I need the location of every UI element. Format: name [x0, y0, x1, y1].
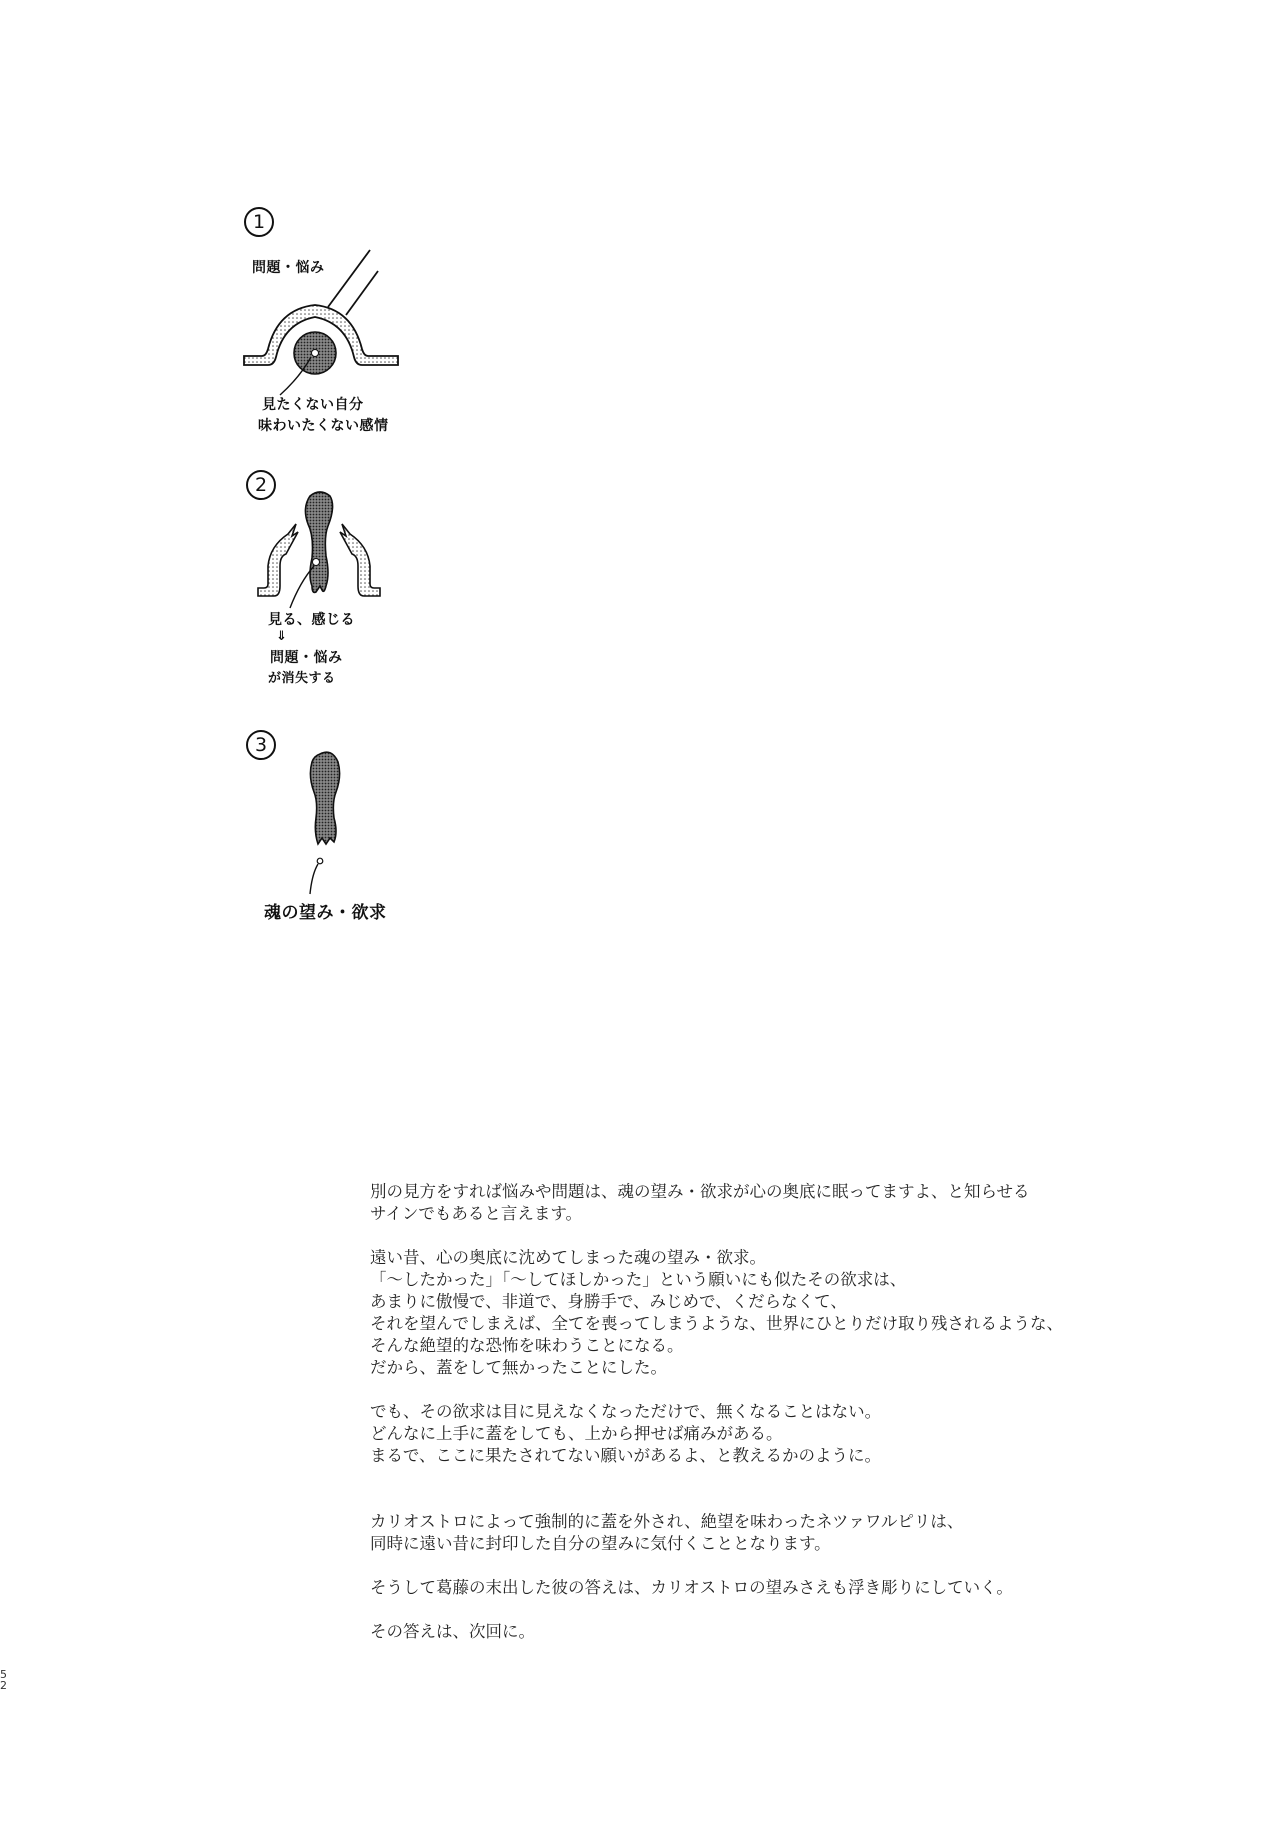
- lid-diagram-1: [240, 245, 410, 405]
- down-arrow-icon: ⇓: [276, 629, 288, 644]
- text-line: その答えは、次回に。: [370, 1622, 535, 1641]
- text-line: 「〜したかった」「〜してほしかった」という願いにも似たその欲求は、: [370, 1270, 907, 1289]
- text-line: まるで、ここに果たされてない願いがあるよ、と教えるかのように。: [370, 1446, 882, 1465]
- label-problem-worry-1: 問題・悩み: [252, 260, 325, 276]
- step-number-2: 2: [246, 470, 276, 500]
- text-line: サインでもあると言えます。: [370, 1204, 583, 1223]
- paragraph-1: [370, 1181, 1130, 1225]
- text-line: どんなに上手に蓋をしても、上から押せば痛みがある。: [370, 1424, 783, 1443]
- text-line: カリオストロによって強制的に蓋を外され、絶望を味わったネツァワルピリは、: [370, 1512, 964, 1531]
- lid-split-diagram-2: [240, 486, 410, 626]
- text-line: 別の見方をすれば悩みや問題は、魂の望み・欲求が心の奥底に眠ってますよ、と知らせる: [370, 1182, 1030, 1201]
- text-line: 遠い昔、心の奥底に沈めてしまった魂の望み・欲求。: [370, 1248, 766, 1267]
- label-soul-desire: 魂の望み・欲求: [264, 903, 387, 923]
- label-see-feel: 見る、感じる: [268, 612, 355, 628]
- paragraph-3: [370, 1401, 1130, 1467]
- paragraph-6: [370, 1621, 1130, 1643]
- paragraph-5: [370, 1577, 1130, 1599]
- diagram-step-2: [240, 466, 410, 696]
- label-unwanted-self: 見たくない自分: [262, 397, 364, 413]
- diagram-step-1: [240, 205, 410, 445]
- afterword-text: [370, 1181, 1130, 1665]
- label-disappears: が消失する: [268, 671, 336, 686]
- text-line: あまりに傲慢で、非道で、身勝手で、みじめで、くだらなくて、: [370, 1292, 847, 1311]
- text-line: 同時に遠い昔に封印した自分の望みに気付くこととなります。: [370, 1534, 831, 1553]
- label-unwanted-feelings: 味わいたくない感情: [258, 418, 389, 434]
- text-line: そんな絶望的な恐怖を味わうことになる。: [370, 1336, 684, 1355]
- step-number-3: 3: [246, 730, 276, 760]
- text-line: でも、その欲求は目に見えなくなっただけで、無くなることはない。: [370, 1402, 882, 1421]
- step-number-1: 1: [244, 207, 274, 237]
- text-line: それを望んでしまえば、全てを喪ってしまうような、世界にひとりだけ取り残されるような、: [370, 1314, 1063, 1333]
- freed-core-diagram-3: [240, 746, 410, 896]
- text-line: そうして葛藤の末出した彼の答えは、カリオストロの望みさえも浮き彫りにしていく。: [370, 1578, 1013, 1597]
- diagram-step-3: [240, 726, 420, 926]
- label-problem-worry-2: 問題・悩み: [270, 650, 343, 666]
- page-number: 52: [0, 1668, 7, 1692]
- paragraph-4: [370, 1511, 1130, 1555]
- text-line: だから、蓋をして無かったことにした。: [370, 1358, 667, 1377]
- paragraph-2: [370, 1247, 1130, 1379]
